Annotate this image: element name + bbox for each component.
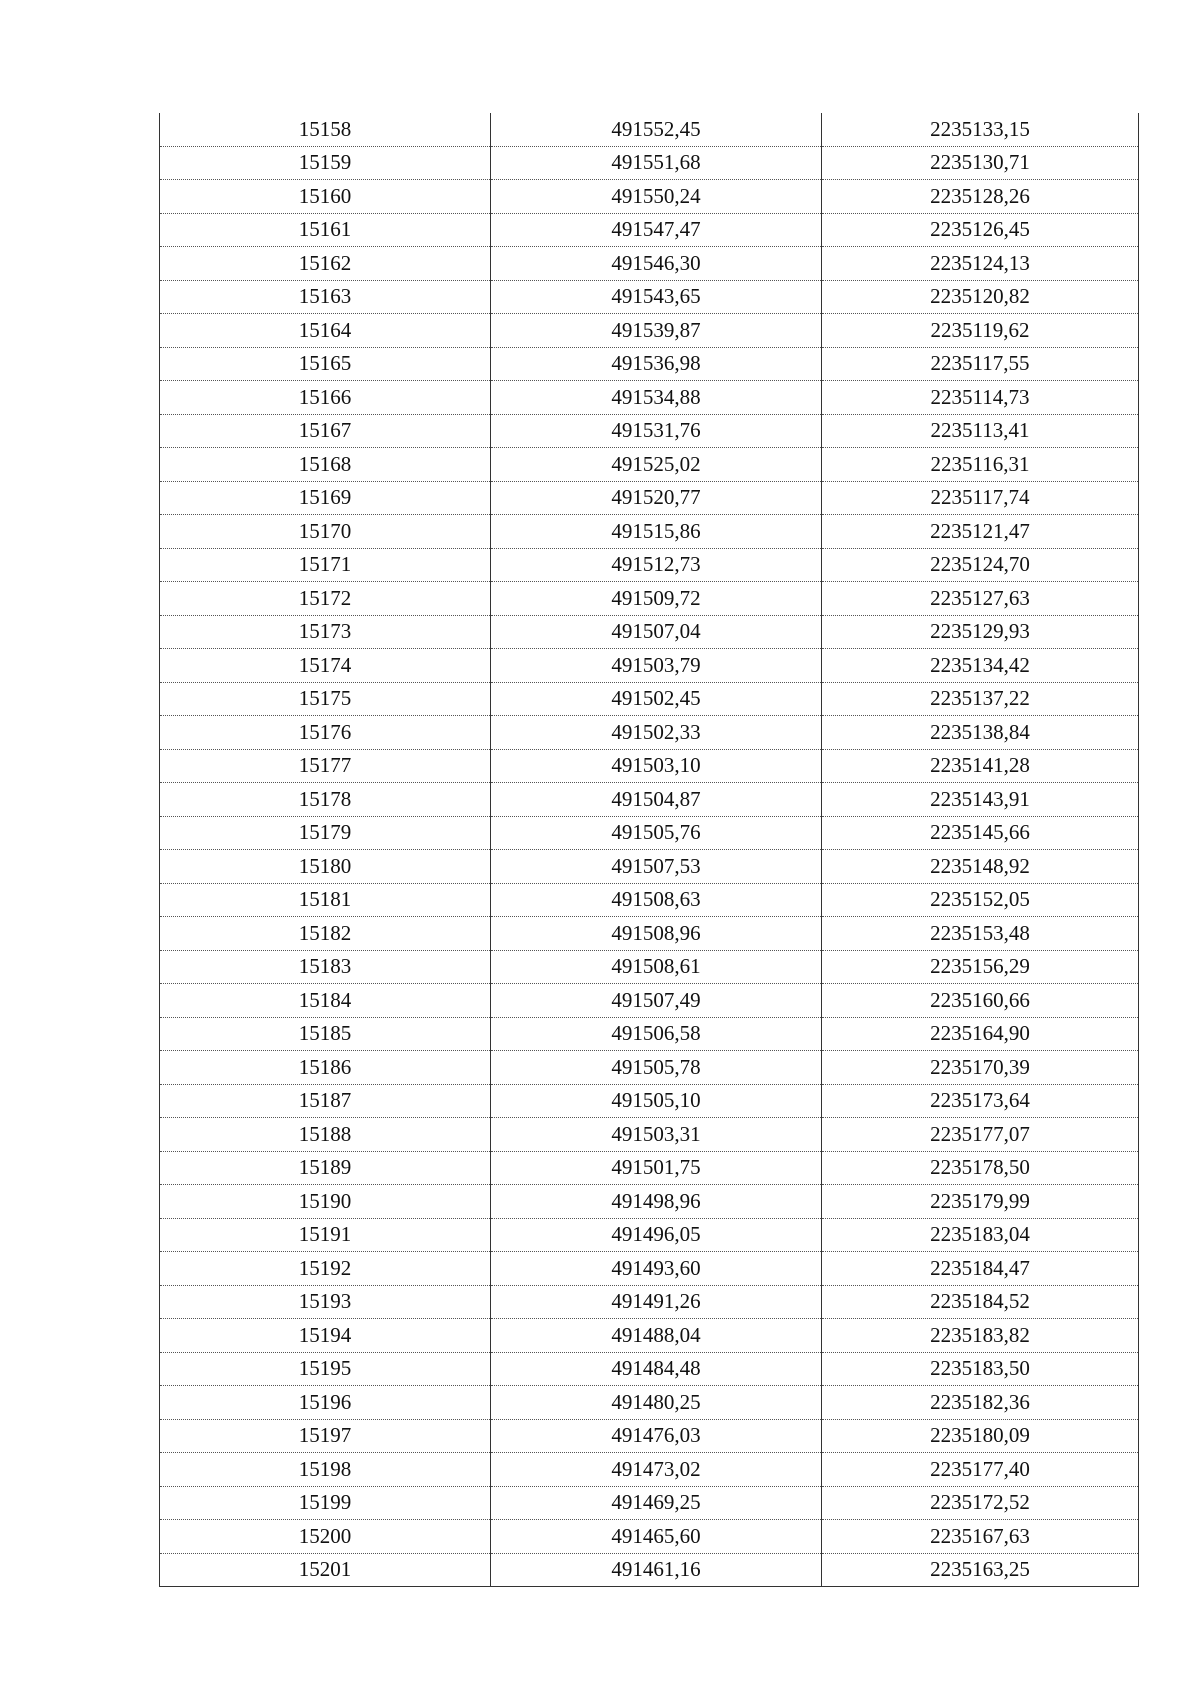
- point-number-cell: 15159: [160, 146, 491, 180]
- table-row: [160, 347, 1139, 381]
- y-coordinate-cell: 2235127,63: [822, 582, 1139, 616]
- point-number-cell: 15188: [160, 1118, 491, 1152]
- point-number-cell: 15192: [160, 1252, 491, 1286]
- point-number-cell: 15199: [160, 1486, 491, 1520]
- y-coordinate-cell: 2235134,42: [822, 649, 1139, 683]
- y-coordinate-cell: 2235119,62: [822, 314, 1139, 348]
- y-coordinate-cell: 2235126,45: [822, 213, 1139, 247]
- y-coordinate-cell: 2235130,71: [822, 146, 1139, 180]
- table-row: [160, 314, 1139, 348]
- x-coordinate-cell: 491505,76: [491, 816, 822, 850]
- y-coordinate-cell: 2235137,22: [822, 682, 1139, 716]
- table-row: [160, 1252, 1139, 1286]
- point-number-cell: 15182: [160, 917, 491, 951]
- x-coordinate-cell: 491534,88: [491, 381, 822, 415]
- table-row: [160, 113, 1139, 146]
- table-row: [160, 448, 1139, 482]
- table-row: [160, 1285, 1139, 1319]
- point-number-cell: 15196: [160, 1386, 491, 1420]
- table-row: [160, 213, 1139, 247]
- y-coordinate-cell: 2235177,40: [822, 1453, 1139, 1487]
- x-coordinate-cell: 491476,03: [491, 1419, 822, 1453]
- table-row: [160, 1118, 1139, 1152]
- y-coordinate-cell: 2235184,52: [822, 1285, 1139, 1319]
- x-coordinate-cell: 491501,75: [491, 1151, 822, 1185]
- x-coordinate-cell: 491505,10: [491, 1084, 822, 1118]
- point-number-cell: 15158: [160, 113, 491, 146]
- coordinates-table: [159, 113, 1139, 1587]
- x-coordinate-cell: 491484,48: [491, 1352, 822, 1386]
- table-row: [160, 582, 1139, 616]
- x-coordinate-cell: 491465,60: [491, 1520, 822, 1554]
- x-coordinate-cell: 491508,96: [491, 917, 822, 951]
- point-number-cell: 15173: [160, 615, 491, 649]
- y-coordinate-cell: 2235124,70: [822, 548, 1139, 582]
- y-coordinate-cell: 2235184,47: [822, 1252, 1139, 1286]
- x-coordinate-cell: 491496,05: [491, 1218, 822, 1252]
- table-row: [160, 850, 1139, 884]
- y-coordinate-cell: 2235183,04: [822, 1218, 1139, 1252]
- table-row: [160, 615, 1139, 649]
- point-number-cell: 15187: [160, 1084, 491, 1118]
- x-coordinate-cell: 491503,79: [491, 649, 822, 683]
- point-number-cell: 15166: [160, 381, 491, 415]
- point-number-cell: 15184: [160, 984, 491, 1018]
- table-row: [160, 1185, 1139, 1219]
- table-row: [160, 1520, 1139, 1554]
- table-row: [160, 649, 1139, 683]
- y-coordinate-cell: 2235121,47: [822, 515, 1139, 549]
- table-row: [160, 247, 1139, 281]
- x-coordinate-cell: 491543,65: [491, 280, 822, 314]
- y-coordinate-cell: 2235152,05: [822, 883, 1139, 917]
- y-coordinate-cell: 2235117,55: [822, 347, 1139, 381]
- point-number-cell: 15179: [160, 816, 491, 850]
- x-coordinate-cell: 491547,47: [491, 213, 822, 247]
- table-row: [160, 1017, 1139, 1051]
- y-coordinate-cell: 2235170,39: [822, 1051, 1139, 1085]
- y-coordinate-cell: 2235183,82: [822, 1319, 1139, 1353]
- x-coordinate-cell: 491539,87: [491, 314, 822, 348]
- point-number-cell: 15175: [160, 682, 491, 716]
- y-coordinate-cell: 2235172,52: [822, 1486, 1139, 1520]
- x-coordinate-cell: 491508,63: [491, 883, 822, 917]
- point-number-cell: 15185: [160, 1017, 491, 1051]
- x-coordinate-cell: 491507,49: [491, 984, 822, 1018]
- table-row: [160, 1051, 1139, 1085]
- x-coordinate-cell: 491503,10: [491, 749, 822, 783]
- table-row: [160, 280, 1139, 314]
- y-coordinate-cell: 2235156,29: [822, 950, 1139, 984]
- y-coordinate-cell: 2235163,25: [822, 1553, 1139, 1587]
- point-number-cell: 15193: [160, 1285, 491, 1319]
- point-number-cell: 15190: [160, 1185, 491, 1219]
- table-row: [160, 984, 1139, 1018]
- table-row: [160, 1553, 1139, 1587]
- x-coordinate-cell: 491502,33: [491, 716, 822, 750]
- x-coordinate-cell: 491515,86: [491, 515, 822, 549]
- x-coordinate-cell: 491461,16: [491, 1553, 822, 1587]
- table-row: [160, 1453, 1139, 1487]
- table-row: [160, 381, 1139, 415]
- point-number-cell: 15189: [160, 1151, 491, 1185]
- y-coordinate-cell: 2235113,41: [822, 414, 1139, 448]
- table-row: [160, 1419, 1139, 1453]
- point-number-cell: 15201: [160, 1553, 491, 1587]
- y-coordinate-cell: 2235160,66: [822, 984, 1139, 1018]
- point-number-cell: 15168: [160, 448, 491, 482]
- table-row: [160, 515, 1139, 549]
- x-coordinate-cell: 491552,45: [491, 113, 822, 146]
- y-coordinate-cell: 2235128,26: [822, 180, 1139, 214]
- y-coordinate-cell: 2235178,50: [822, 1151, 1139, 1185]
- y-coordinate-cell: 2235164,90: [822, 1017, 1139, 1051]
- table-row: [160, 749, 1139, 783]
- x-coordinate-cell: 491502,45: [491, 682, 822, 716]
- table-row: [160, 1486, 1139, 1520]
- point-number-cell: 15161: [160, 213, 491, 247]
- point-number-cell: 15163: [160, 280, 491, 314]
- x-coordinate-cell: 491493,60: [491, 1252, 822, 1286]
- x-coordinate-cell: 491504,87: [491, 783, 822, 817]
- x-coordinate-cell: 491503,31: [491, 1118, 822, 1152]
- table-row: [160, 716, 1139, 750]
- x-coordinate-cell: 491551,68: [491, 146, 822, 180]
- x-coordinate-cell: 491531,76: [491, 414, 822, 448]
- y-coordinate-cell: 2235133,15: [822, 113, 1139, 146]
- point-number-cell: 15181: [160, 883, 491, 917]
- table-row: [160, 883, 1139, 917]
- x-coordinate-cell: 491520,77: [491, 481, 822, 515]
- point-number-cell: 15177: [160, 749, 491, 783]
- point-number-cell: 15178: [160, 783, 491, 817]
- table-row: [160, 1218, 1139, 1252]
- y-coordinate-cell: 2235153,48: [822, 917, 1139, 951]
- table-row: [160, 1319, 1139, 1353]
- x-coordinate-cell: 491508,61: [491, 950, 822, 984]
- table-row: [160, 1151, 1139, 1185]
- point-number-cell: 15186: [160, 1051, 491, 1085]
- x-coordinate-cell: 491505,78: [491, 1051, 822, 1085]
- x-coordinate-cell: 491512,73: [491, 548, 822, 582]
- y-coordinate-cell: 2235114,73: [822, 381, 1139, 415]
- y-coordinate-cell: 2235182,36: [822, 1386, 1139, 1420]
- x-coordinate-cell: 491550,24: [491, 180, 822, 214]
- y-coordinate-cell: 2235116,31: [822, 448, 1139, 482]
- table-row: [160, 917, 1139, 951]
- x-coordinate-cell: 491507,04: [491, 615, 822, 649]
- point-number-cell: 15176: [160, 716, 491, 750]
- y-coordinate-cell: 2235138,84: [822, 716, 1139, 750]
- x-coordinate-cell: 491546,30: [491, 247, 822, 281]
- x-coordinate-cell: 491473,02: [491, 1453, 822, 1487]
- x-coordinate-cell: 491488,04: [491, 1319, 822, 1353]
- table-row: [160, 1386, 1139, 1420]
- x-coordinate-cell: 491480,25: [491, 1386, 822, 1420]
- x-coordinate-cell: 491525,02: [491, 448, 822, 482]
- table-row: [160, 414, 1139, 448]
- y-coordinate-cell: 2235143,91: [822, 783, 1139, 817]
- point-number-cell: 15165: [160, 347, 491, 381]
- point-number-cell: 15167: [160, 414, 491, 448]
- x-coordinate-cell: 491506,58: [491, 1017, 822, 1051]
- point-number-cell: 15194: [160, 1319, 491, 1353]
- y-coordinate-cell: 2235177,07: [822, 1118, 1139, 1152]
- y-coordinate-cell: 2235141,28: [822, 749, 1139, 783]
- y-coordinate-cell: 2235167,63: [822, 1520, 1139, 1554]
- table-row: [160, 146, 1139, 180]
- coordinates-table-body: [160, 113, 1139, 1587]
- y-coordinate-cell: 2235183,50: [822, 1352, 1139, 1386]
- point-number-cell: 15183: [160, 950, 491, 984]
- y-coordinate-cell: 2235180,09: [822, 1419, 1139, 1453]
- y-coordinate-cell: 2235120,82: [822, 280, 1139, 314]
- x-coordinate-cell: 491469,25: [491, 1486, 822, 1520]
- y-coordinate-cell: 2235148,92: [822, 850, 1139, 884]
- table-row: [160, 682, 1139, 716]
- table-row: [160, 1084, 1139, 1118]
- point-number-cell: 15160: [160, 180, 491, 214]
- point-number-cell: 15164: [160, 314, 491, 348]
- y-coordinate-cell: 2235145,66: [822, 816, 1139, 850]
- y-coordinate-cell: 2235124,13: [822, 247, 1139, 281]
- point-number-cell: 15162: [160, 247, 491, 281]
- point-number-cell: 15200: [160, 1520, 491, 1554]
- point-number-cell: 15191: [160, 1218, 491, 1252]
- table-row: [160, 950, 1139, 984]
- table-row: [160, 1352, 1139, 1386]
- table-row: [160, 548, 1139, 582]
- point-number-cell: 15195: [160, 1352, 491, 1386]
- x-coordinate-cell: 491536,98: [491, 347, 822, 381]
- point-number-cell: 15198: [160, 1453, 491, 1487]
- x-coordinate-cell: 491509,72: [491, 582, 822, 616]
- x-coordinate-cell: 491498,96: [491, 1185, 822, 1219]
- point-number-cell: 15169: [160, 481, 491, 515]
- point-number-cell: 15180: [160, 850, 491, 884]
- y-coordinate-cell: 2235117,74: [822, 481, 1139, 515]
- x-coordinate-cell: 491507,53: [491, 850, 822, 884]
- point-number-cell: 15171: [160, 548, 491, 582]
- y-coordinate-cell: 2235173,64: [822, 1084, 1139, 1118]
- x-coordinate-cell: 491491,26: [491, 1285, 822, 1319]
- table-row: [160, 816, 1139, 850]
- table-row: [160, 481, 1139, 515]
- y-coordinate-cell: 2235129,93: [822, 615, 1139, 649]
- point-number-cell: 15174: [160, 649, 491, 683]
- table-row: [160, 783, 1139, 817]
- y-coordinate-cell: 2235179,99: [822, 1185, 1139, 1219]
- point-number-cell: 15197: [160, 1419, 491, 1453]
- table-row: [160, 180, 1139, 214]
- point-number-cell: 15172: [160, 582, 491, 616]
- point-number-cell: 15170: [160, 515, 491, 549]
